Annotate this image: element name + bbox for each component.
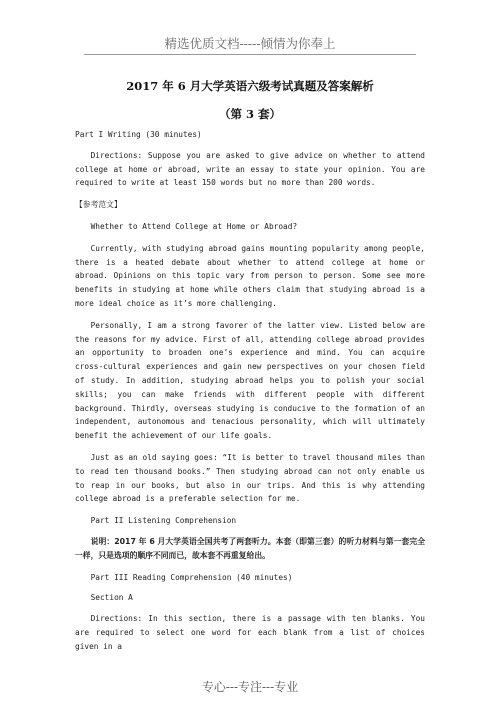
part1-directions: Directions: Suppose you are asked to give advice on whether to attend college at home or abroad, write an essay to state your opinion. You are required to write at least 150 words but no more than 200 words. — [75, 150, 425, 188]
section-a-heading: Section A — [90, 593, 133, 603]
essay-paragraph-3: Just as an old saying goes: “It is better to travel thousand miles than to read ten thousand books.” Then studying abroad can not only enable us to reap in our books, but also in our trips. And this is why attending college abroad is a preferable selection for me. — [75, 452, 425, 504]
document-subtitle: （第 3 套） — [218, 107, 281, 121]
part1-heading: Part I Writing (30 minutes) — [75, 130, 202, 139]
document-body — [75, 128, 425, 662]
part3-directions: Directions: In this section, there is a passage with ten blanks. You are required to select one word for each blank from a list of choices given in a — [75, 614, 425, 651]
essay-title: Whether to Attend College at Home or Abroad? — [90, 221, 298, 231]
page-footer: 专心---专注---专业 — [201, 680, 299, 694]
part2-note: 说明：2017 年 6 月大学英语全国共考了两套听力。本套（即第三套）的听力材料与第一套完全一样，只是选项的顺序不同而已，故本套不再重复给出。 — [75, 536, 425, 560]
header-divider — [84, 54, 416, 55]
essay-paragraph-2: Personally, I am a strong favorer of the latter view. Listed below are the reasons for my advice. First of all, attending college abroad provides an opportunity to broaden one’s experience and mind. You can acquire cross-cultural experiences and gain new perspectives on your chosen field of study. In addition, studying abroad helps you to polish your social skills; you can make friends with different people with different background. Thirdly, overseas studying is conducive to the formation of an independent, autonomous and tenacious personality, which will ultimately benefit the achievement of our life goals. — [75, 320, 425, 441]
part3-heading: Part III Reading Comprehension (40 minutes) — [90, 572, 293, 582]
essay-paragraph-1: Currently, with studying abroad gains mounting popularity among people, there is a heated debate about whether to attend college at home or abroad. Opinions on this topic vary from person to person. Some see more benefits in studying at home while others claim that studying abroad is a more ideal choice as it’s more challenging. — [75, 243, 425, 308]
sample-essay-tag: 【参考范文】 — [75, 200, 122, 210]
document-title: 2017 年 6 月大学英语六级考试真题及答案解析 — [126, 79, 374, 93]
page-header: 精选优质文档-----倾情为你奉上 — [164, 36, 336, 51]
part2-heading: Part II Listening Comprehension — [90, 516, 237, 526]
